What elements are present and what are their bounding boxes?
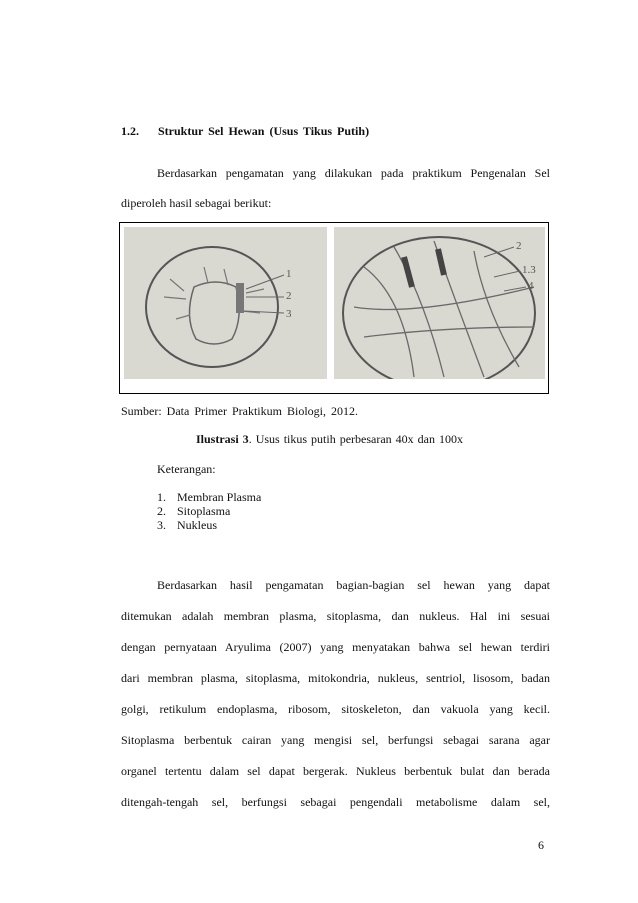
keterangan-list	[157, 490, 261, 532]
body-line: Berdasarkan hasil pengamatan bagian-bagian sel hewan yang dapat	[157, 578, 550, 592]
section-number: 1.2.	[121, 124, 139, 138]
label-left-2: 2	[286, 290, 292, 302]
label-left-1: 1	[286, 268, 292, 280]
microscope-photo-100x	[334, 227, 545, 379]
cell-drawing-40x	[124, 227, 327, 379]
body-line: organel tertentu dalam sel dapat bergerak. Nukleus berbentuk bulat dan berada	[121, 764, 550, 778]
body-line: ditengah-tengah sel, berfungsi sebagai pengendali metabolisme dalam sel,	[121, 795, 550, 809]
figure-source: Sumber: Data Primer Praktikum Biologi, 2012.	[121, 404, 358, 418]
list-item: 2. Sitoplasma	[157, 504, 231, 518]
section-heading	[121, 124, 369, 139]
body-line: golgi, retikulum endoplasma, ribosom, sitoskeleton, dan vakuola yang kecil.	[121, 702, 550, 716]
microscope-photo-40x	[124, 227, 327, 379]
label-left-3: 3	[286, 308, 292, 320]
keterangan-title: Keterangan:	[157, 462, 216, 476]
body-line: dengan pernyataan Aryulima (2007) yang menyatakan bahwa sel hewan terdiri	[121, 640, 550, 654]
body-line: dari membran plasma, sitoplasma, mitokondria, nukleus, sentriol, lisosom, badan	[121, 671, 550, 685]
body-line: ditemukan adalah membran plasma, sitoplasma, dan nukleus. Hal ini sesuai	[121, 609, 550, 623]
caption-label: Ilustrasi 3	[196, 432, 249, 446]
cell-drawing-100x	[334, 227, 545, 379]
figure-caption	[196, 432, 463, 447]
figure-frame	[119, 222, 549, 394]
caption-text: . Usus tikus putih perbesaran 40x dan 100x	[248, 432, 463, 446]
intro-line-1: Berdasarkan pengamatan yang dilakukan pada praktikum Pengenalan Sel	[157, 166, 550, 180]
label-right-13: 1.3	[522, 264, 536, 276]
label-right-2: 2	[516, 240, 522, 252]
label-right-4: 4	[528, 280, 534, 292]
section-title: Struktur Sel Hewan (Usus Tikus Putih)	[158, 124, 370, 138]
intro-line-2: diperoleh hasil sebagai berikut:	[121, 196, 272, 210]
page-number: 6	[538, 838, 544, 852]
body-line: Sitoplasma berbentuk cairan yang mengisi sel, berfungsi sebagai sarana agar	[121, 733, 550, 747]
list-item: 3. Nukleus	[157, 518, 217, 532]
list-item: 1. Membran Plasma	[157, 490, 262, 504]
